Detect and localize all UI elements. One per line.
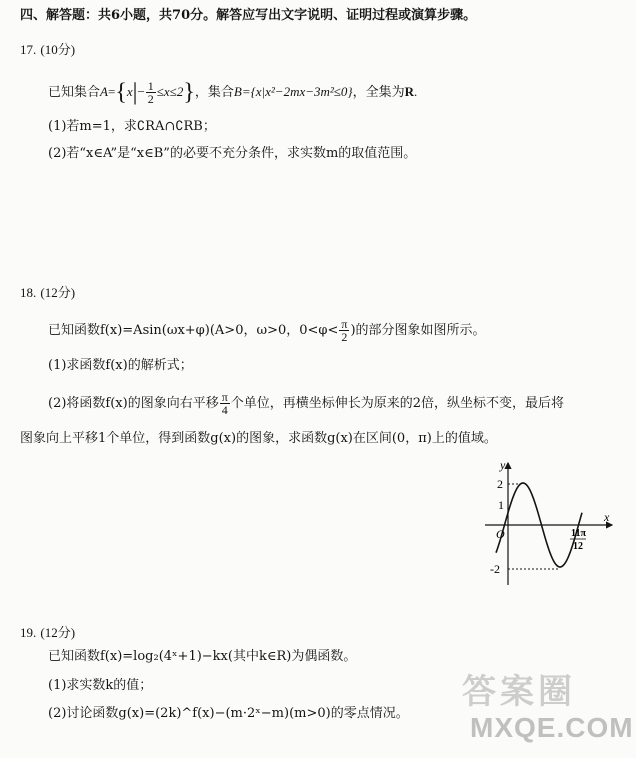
q17-universe: ，全集为 bbox=[352, 85, 405, 100]
q17-number: 17. bbox=[20, 42, 37, 57]
q17-set-a-fraction bbox=[146, 80, 156, 105]
q18-part2-fraction bbox=[220, 391, 230, 416]
y-axis-label: y bbox=[500, 458, 506, 472]
q17-set-a-var: x bbox=[126, 84, 133, 99]
q18-points: (12分) bbox=[40, 285, 76, 300]
q18-part2-pi: π bbox=[221, 390, 228, 404]
q18-heading bbox=[20, 284, 75, 303]
q17-heading bbox=[20, 41, 75, 60]
q18-stem-fraction bbox=[339, 318, 349, 343]
q17-lead: 已知集合 bbox=[48, 85, 101, 100]
y-tick-1: 1 bbox=[498, 498, 504, 512]
q18-number: 18. bbox=[20, 285, 37, 300]
q17-frac-num: 1 bbox=[147, 79, 154, 93]
q18-part2-second-line: 图象向上平移1个单位，得到函数g(x)的图象，求函数g(x)在区间(0，π)上的值域。 bbox=[20, 431, 497, 446]
q18-stem-b: )的部分图象如图所示。 bbox=[350, 323, 486, 338]
y-tick-2: 2 bbox=[497, 477, 503, 491]
q19-part1: (1)求实数k的值； bbox=[48, 678, 153, 693]
q17-universe-symbol: R bbox=[404, 84, 415, 99]
watermark-logo: 答案圈 bbox=[462, 672, 576, 712]
x-tick-denominator: 12 bbox=[573, 541, 583, 552]
q17-set-a-name: A bbox=[100, 84, 108, 99]
q18-part1: (1)求函数f(x)的解析式； bbox=[48, 358, 193, 373]
q17-points: (10分) bbox=[40, 42, 76, 57]
q19-heading bbox=[20, 624, 75, 643]
q18-part2-first-line bbox=[48, 391, 564, 416]
q17-mid: ，集合 bbox=[194, 85, 234, 100]
q18-part2-b: 个单位，再横坐标伸长为原来的2倍，纵坐标不变，最后将 bbox=[230, 396, 565, 411]
q17-frac-den: 2 bbox=[147, 92, 154, 106]
q17-set-a-cond: ≤x≤2 bbox=[156, 84, 184, 99]
x-tick-numerator: 11π bbox=[571, 528, 586, 539]
origin-label: O bbox=[496, 527, 505, 541]
q18-stem-a: 已知函数f(x)=Asin(ωx+φ)(A>0，ω>0，0<φ< bbox=[48, 323, 339, 338]
q17-part2: (2)若“x∈A”是“x∈B”的必要不充分条件，求实数m的取值范围。 bbox=[48, 146, 417, 161]
q19-number: 19. bbox=[20, 625, 37, 640]
watermark-text: MXQE.COM bbox=[470, 712, 634, 743]
q18-stem-two: 2 bbox=[341, 330, 348, 344]
section-header: 四、解答题：共6小题，共70分。解答应写出文字说明、证明过程或演算步骤。 bbox=[20, 8, 477, 23]
q19-points: (12分) bbox=[40, 625, 76, 640]
q18-part2-four: 4 bbox=[221, 403, 228, 417]
q18-stem-pi: π bbox=[341, 317, 348, 331]
q19-part2: (2)讨论函数g(x)=(2k)^f(x)−(m·2ˣ−m)(m>0)的零点情况。 bbox=[48, 706, 409, 721]
q18-function-graph bbox=[480, 455, 620, 590]
q17-stem: 已知集合A={x|− $\frac{1}{2}$ ≤x≤2}，集合B={x|x²−2mx−3m²≤0}，全集为R. bbox=[48, 79, 418, 106]
y-tick-minus-2: -2 bbox=[490, 562, 500, 576]
q17-part1: (1)若m=1，求∁RA∩∁RB； bbox=[48, 119, 216, 134]
q18-stem bbox=[48, 318, 486, 343]
q17-set-b: B={x|x²−2mx−3m²≤0} bbox=[233, 84, 353, 99]
x-axis-label: x bbox=[604, 510, 610, 524]
q19-stem: 已知函数f(x)=log₂(4ˣ+1)−kx(其中k∈R)为偶函数。 bbox=[48, 649, 357, 664]
q18-part2-a: (2)将函数f(x)的图象向右平移 bbox=[48, 396, 219, 411]
